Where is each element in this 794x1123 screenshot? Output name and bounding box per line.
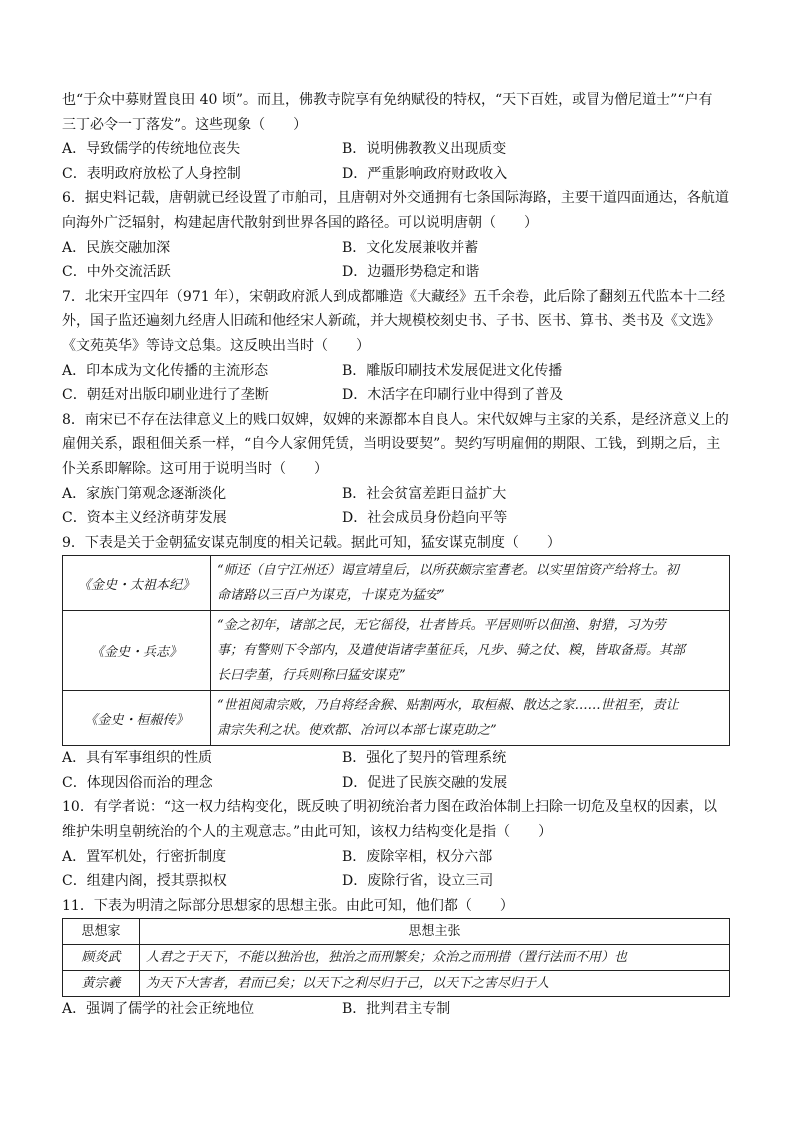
q11-option-a: A．强调了儒学的社会正统地位 bbox=[62, 1001, 255, 1018]
q5-option-b: B．说明佛教教义出现质变 bbox=[342, 141, 507, 158]
q9-quote-1-line1: “师还（自宁江州还）谒宣靖皇后，以所获颇宗室耆老。以实里馆资产给将士。初 bbox=[217, 563, 679, 579]
q7-stem-line2: 外，国子监还遍刻九经唐人旧疏和他经宋人新疏，并大规模校刻史书、子书、医书、算书、类书及《文选》 bbox=[62, 313, 720, 330]
q9-option-a: A．具有军事组织的性质 bbox=[62, 750, 213, 767]
q9-quote-2 bbox=[211, 611, 730, 691]
q7-option-d: D．木活字在印刷行业中得到了普及 bbox=[342, 387, 564, 404]
table-row bbox=[63, 971, 730, 997]
q6-option-c: C．中外交流活跃 bbox=[62, 264, 171, 281]
table-row bbox=[63, 691, 730, 746]
q5-option-a: A．导致儒学的传统地位丧失 bbox=[62, 141, 241, 158]
q11-header-thinker: 思想家 bbox=[63, 919, 140, 945]
q8-option-b: B．社会贫富差距日益扩大 bbox=[342, 485, 507, 502]
q9-source-1: 《金史・太祖本纪》 bbox=[63, 556, 211, 611]
q7-stem-line1: 7．北宋开宝四年（971 年），宋朝政府派人到成都雕造《大藏经》五千余卷，此后除了翻刻五代监本十二经 bbox=[62, 288, 726, 305]
q9-options-row2 bbox=[62, 771, 734, 796]
q9-option-b: B．强化了契丹的管理系统 bbox=[342, 750, 507, 767]
q9-quote-1-line2: 命诸路以三百户为谋克，十谋克为猛安” bbox=[217, 588, 445, 604]
exam-page bbox=[62, 88, 734, 1022]
q7-option-a: A．印本成为文化传播的主流形态 bbox=[62, 362, 269, 379]
q9-table bbox=[62, 555, 730, 746]
q8-stem-line3: 仆关系即解除。这可用于说明当时（ ） bbox=[62, 460, 328, 477]
table-header-row bbox=[63, 919, 730, 945]
q10-options-row1 bbox=[62, 845, 734, 870]
q7-option-b: B．雕版印刷技术发展促进文化传播 bbox=[342, 362, 563, 379]
q5-option-c: C．表明政府放松了人身控制 bbox=[62, 165, 241, 182]
q6-options-row2 bbox=[62, 260, 734, 285]
q6-stem-line2: 向海外广泛辐射，构建起唐代散射到世界各国的路径。可以说明唐朝（ ） bbox=[62, 214, 538, 231]
q9-quote-1 bbox=[211, 556, 730, 611]
q8-stem-line2: 雇佣关系，跟租佃关系一样，“自今人家佣凭赁，当明设要契”。契约写明雇佣的期限、工钱，到期之后，主 bbox=[62, 436, 721, 453]
q5-options-row2 bbox=[62, 162, 734, 187]
q10-option-b: B．废除宰相，权分六部 bbox=[342, 848, 493, 865]
q9-quote-3-line1: “世祖阅肃宗败，乃自将经舍猴、贴割两水，取桓赧、散达之家……世祖至，责让 bbox=[217, 698, 679, 714]
q7-options-row1 bbox=[62, 359, 734, 384]
q9-option-d: D．促进了民族交融的发展 bbox=[342, 774, 508, 791]
q9-quote-2-line3: 长曰孛堇，行兵则称曰猛安谋克” bbox=[217, 668, 406, 684]
q10-stem-line1: 10．有学者说：“这一权力结构变化，既反映了明初统治者力图在政治体制上扫除一切危及皇权的因素，以 bbox=[62, 799, 717, 816]
table-row bbox=[63, 611, 730, 691]
q9-stem: 9．下表是关于金朝猛安谋克制度的相关记载。据此可知，猛安谋克制度（ ） bbox=[62, 534, 561, 551]
q10-option-d: D．废除行省，设立三司 bbox=[342, 873, 494, 890]
q5-options-row1 bbox=[62, 137, 734, 162]
q6-stem-line1: 6．据史料记载，唐朝就已经设置了市舶司，且唐朝对外交通拥有七条国际海路，主要干道四面通达，各航道 bbox=[62, 190, 729, 207]
q6-options-row1 bbox=[62, 236, 734, 261]
q11-stem: 11．下表为明清之际部分思想家的思想主张。由此可知，他们都（ ） bbox=[62, 897, 514, 914]
q6-option-a: A．民族交融加深 bbox=[62, 239, 171, 256]
q8-option-a: A．家族门第观念逐渐淡化 bbox=[62, 485, 227, 502]
q5-stem-line2: 三丁必令一丁落发”。这些现象（ ） bbox=[62, 116, 308, 133]
q10-option-c: C．组建内阁，授其票拟权 bbox=[62, 873, 227, 890]
q5-option-d: D．严重影响政府财政收入 bbox=[342, 165, 508, 182]
q11-idea-1: 人君之于天下，不能以独治也，独治之而刑繁矣；众治之而刑措（置行法而不用）也 bbox=[140, 945, 730, 971]
q9-source-3: 《金史・桓赧传》 bbox=[63, 691, 211, 746]
q9-quote-2-line2: 事；有警则下令部内，及遣使诣诸孛堇征兵，凡步、骑之仗、糗，皆取备焉。其部 bbox=[217, 643, 686, 659]
table-row bbox=[63, 556, 730, 611]
q11-options-row1 bbox=[62, 997, 734, 1022]
q10-options-row2 bbox=[62, 869, 734, 894]
q11-thinker-2: 黄宗羲 bbox=[63, 971, 140, 997]
q11-thinker-1: 顾炎武 bbox=[63, 945, 140, 971]
q9-source-2: 《金史・兵志》 bbox=[63, 611, 211, 691]
q6-option-b: B．文化发展兼收并蓄 bbox=[342, 239, 479, 256]
q9-quote-2-line1: “金之初年，诸部之民，无它徭役，壮者皆兵。平居则听以佃渔、射猎，习为劳 bbox=[217, 618, 666, 634]
q8-option-c: C．资本主义经济萌芽发展 bbox=[62, 510, 227, 527]
q8-stem-line1: 8．南宋已不存在法律意义上的贱口奴婢，奴婢的来源都本自良人。宋代奴婢与主家的关系，是经济意义上的 bbox=[62, 411, 729, 428]
table-row bbox=[63, 945, 730, 971]
q8-options-row2 bbox=[62, 506, 734, 531]
q11-idea-2: 为天下大害者，君而已矣；以天下之利尽归于己，以天下之害尽归于人 bbox=[140, 971, 730, 997]
q8-options-row1 bbox=[62, 482, 734, 507]
q10-option-a: A．置军机处，行密折制度 bbox=[62, 848, 227, 865]
q8-option-d: D．社会成员身份趋向平等 bbox=[342, 510, 508, 527]
q9-quote-3-line2: 肃宗失利之状。使欢都、冶诃以本部七谋克助之” bbox=[217, 723, 497, 739]
q11-option-b: B．批判君主专制 bbox=[342, 1001, 451, 1018]
q9-option-c: C．体现因俗而治的理念 bbox=[62, 774, 213, 791]
q9-options-row1 bbox=[62, 746, 734, 771]
q9-quote-3 bbox=[211, 691, 730, 746]
q5-stem-line1: 也“于众中募财置良田 40 顷”。而且，佛教寺院享有免纳赋役的特权，“天下百姓，或冒为僧尼道士”“户有 bbox=[62, 92, 713, 108]
q10-stem-line2: 维护朱明皇朝统治的个人的主观意志。”由此可知，该权力结构变化是指（ ） bbox=[62, 824, 553, 841]
q7-options-row2 bbox=[62, 383, 734, 408]
q6-option-d: D．边疆形势稳定和谐 bbox=[342, 264, 480, 281]
q7-option-c: C．朝廷对出版印刷业进行了垄断 bbox=[62, 387, 269, 404]
q11-header-idea: 思想主张 bbox=[140, 919, 730, 945]
q7-stem-line3: 《文苑英华》等诗文总集。这反映出当时（ ） bbox=[62, 337, 370, 354]
q11-table bbox=[62, 918, 730, 997]
